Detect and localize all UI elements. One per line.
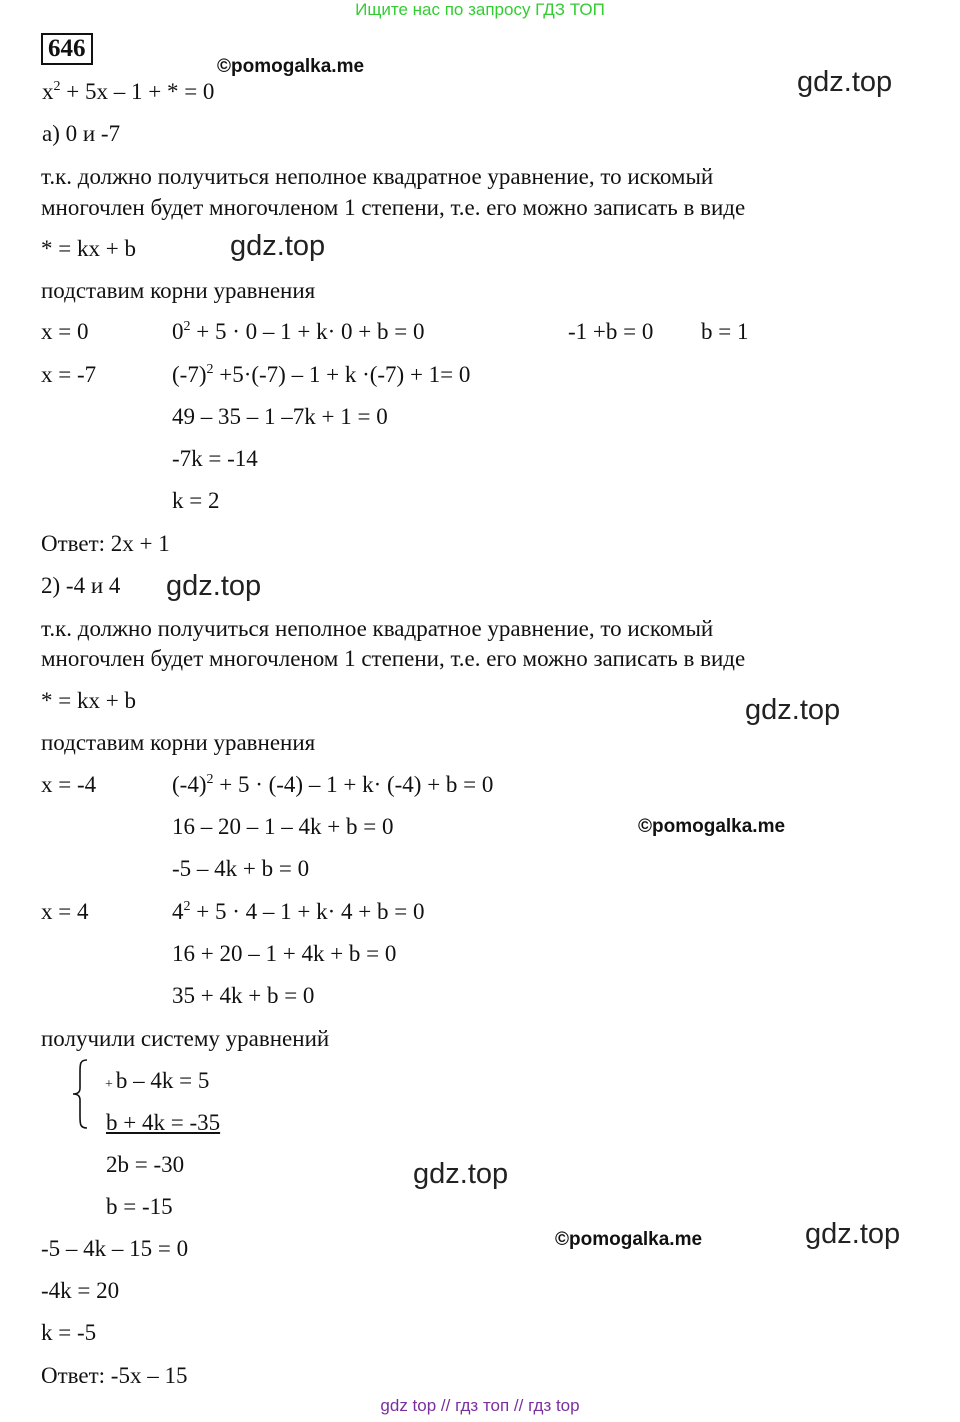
term-base: (-4) — [172, 772, 207, 797]
system-equation-1 — [105, 1067, 209, 1099]
explanation-line: т.к. должно получиться неполное квадратное уравнение, то искомый — [41, 616, 714, 641]
plus-sign: + — [105, 1077, 113, 1092]
root-substitution — [172, 361, 470, 389]
solution-step: 16 + 20 – 1 + 4k + b = 0 — [172, 941, 397, 966]
footer-links[interactable]: gdz top // гдз топ // гдз top — [380, 1396, 580, 1415]
term-exponent: 2 — [183, 319, 191, 334]
polynomial-form: * = kx + b — [41, 236, 136, 261]
term-rest: + 5 · (-4) – 1 + k· (-4) + b = 0 — [213, 772, 494, 797]
root-label: x = -7 — [41, 362, 97, 387]
explanation-line: многочлен будет многочленом 1 степени, т.е. его можно записать в виде — [41, 195, 746, 220]
root-label: x = 0 — [41, 319, 89, 344]
root-substitution — [172, 771, 493, 799]
gdz-watermark: gdz.top — [230, 230, 326, 262]
solution-step: 35 + 4k + b = 0 — [172, 983, 315, 1008]
root-substitution — [172, 898, 424, 926]
task-number: 646 — [41, 33, 93, 65]
term-base: 0 — [172, 319, 184, 344]
answer-line: Ответ: 2x + 1 — [41, 531, 170, 556]
solution-step: k = -5 — [41, 1320, 97, 1345]
gdz-watermark: gdz.top — [413, 1158, 509, 1190]
explanation-line: т.к. должно получиться неполное квадратное уравнение, то искомый — [41, 164, 714, 189]
system-equation-1-text: b – 4k = 5 — [115, 1068, 210, 1093]
root-label: x = 4 — [41, 899, 89, 924]
root-label: x = -4 — [41, 772, 97, 797]
part-a-title: а) 0 и -7 — [42, 121, 121, 146]
substitute-heading: подставим корни уравнения — [41, 278, 316, 303]
equation-line — [42, 78, 214, 106]
part-b-title: 2) -4 и 4 — [41, 573, 121, 598]
search-hint-banner: Ищите нас по запросу ГДЗ ТОП — [355, 0, 605, 19]
substitute-heading: подставим корни уравнения — [41, 730, 316, 755]
term-rest: +5·(-7) – 1 + k ·(-7) + 1= 0 — [213, 362, 471, 387]
pomogalka-watermark: ©pomogalka.me — [217, 56, 365, 77]
answer-line: Ответ: -5x – 15 — [41, 1363, 188, 1388]
term-exponent: 2 — [183, 899, 191, 914]
gdz-watermark: gdz.top — [805, 1218, 901, 1250]
solution-step: -7k = -14 — [172, 446, 258, 471]
solution-step: -5 – 4k – 15 = 0 — [41, 1236, 189, 1261]
root-substitution — [172, 318, 424, 346]
term-base: 4 — [172, 899, 184, 924]
polynomial-form: * = kx + b — [41, 688, 136, 713]
solution-step: k = 2 — [172, 488, 220, 513]
solution-step: 16 – 20 – 1 – 4k + b = 0 — [172, 814, 394, 839]
term-exponent: 2 — [206, 772, 214, 787]
system-sum: 2b = -30 — [106, 1152, 185, 1177]
term-base: (-7) — [172, 362, 207, 387]
solution-step: 49 – 35 – 1 –7k + 1 = 0 — [172, 404, 388, 429]
intermediate-result: -1 +b = 0 — [568, 319, 654, 344]
gdz-watermark: gdz.top — [745, 694, 841, 726]
equation-base: x — [42, 79, 54, 104]
solution-step: -4k = 20 — [41, 1278, 120, 1303]
equation-rest: + 5x – 1 + * = 0 — [60, 79, 215, 104]
system-brace-icon — [72, 1058, 88, 1130]
term-rest: + 5 · 0 – 1 + k· 0 + b = 0 — [190, 319, 425, 344]
term-rest: + 5 · 4 – 1 + k· 4 + b = 0 — [190, 899, 425, 924]
system-b-value: b = -15 — [106, 1194, 173, 1219]
term-exponent: 2 — [206, 362, 214, 377]
gdz-watermark: gdz.top — [797, 66, 893, 98]
system-equation-2: b + 4k = -35 — [106, 1110, 221, 1135]
gdz-watermark: gdz.top — [166, 570, 262, 602]
b-result: b = 1 — [701, 319, 749, 344]
system-heading: получили систему уравнений — [41, 1026, 330, 1051]
explanation-line: многочлен будет многочленом 1 степени, т.е. его можно записать в виде — [41, 646, 746, 671]
pomogalka-watermark: ©pomogalka.me — [638, 816, 786, 837]
solution-step: -5 – 4k + b = 0 — [172, 856, 310, 881]
pomogalka-watermark: ©pomogalka.me — [555, 1229, 703, 1250]
equation-exponent: 2 — [53, 79, 61, 94]
